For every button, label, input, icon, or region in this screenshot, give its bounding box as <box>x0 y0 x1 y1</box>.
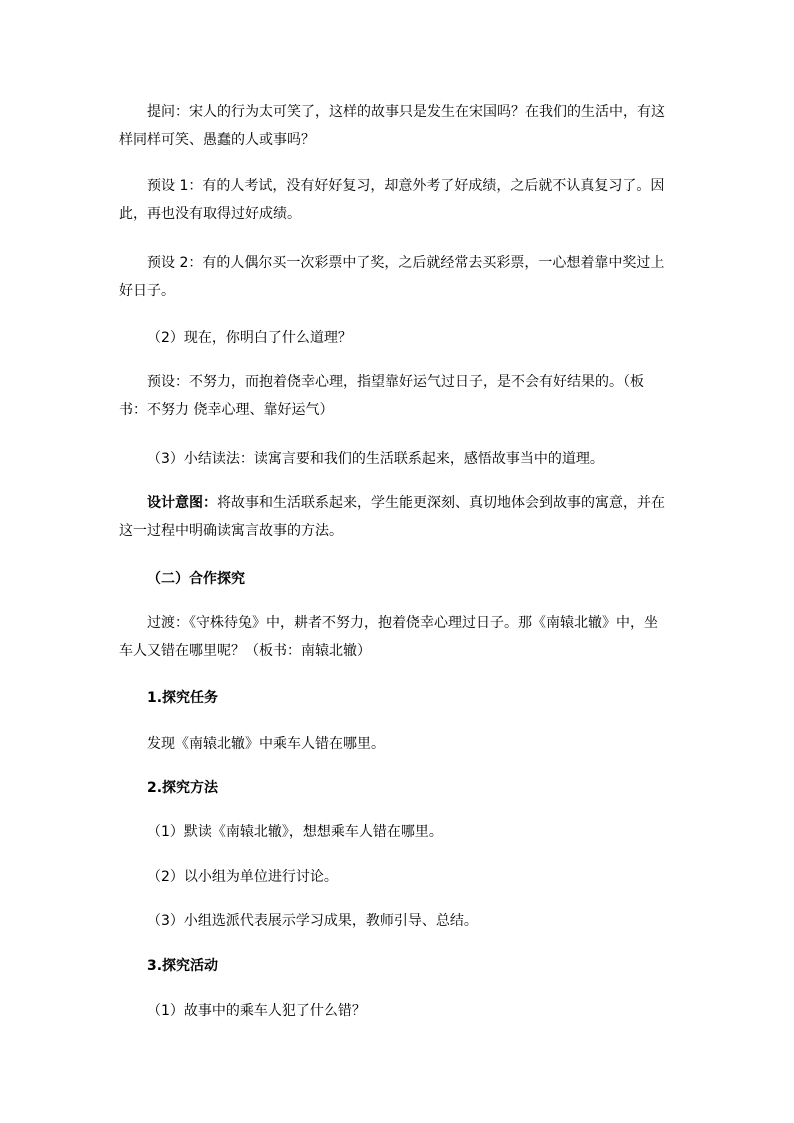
paragraph-line: （2）现在，你明白了什么道理？ <box>147 330 352 346</box>
paragraph-line: 预设 2：有的人偶尔买一次彩票中了奖，之后就经常去买彩票，一心想着靠中奖过上 <box>147 255 665 271</box>
paragraph-preset-1 <box>119 172 667 228</box>
paragraph-transition <box>119 609 667 665</box>
paragraph-line: 过渡：《守株待兔》中，耕者不努力，抱着侥幸心理过日子。那《南辕北辙》中，坐 <box>147 615 658 631</box>
paragraph-design-intent <box>119 489 667 545</box>
paragraph-line: （3）小组选派代表展示学习成果，教师引导、总结。 <box>147 913 478 929</box>
paragraph-preset-answer <box>119 368 667 424</box>
paragraph-line: 3.探究活动 <box>147 958 219 974</box>
paragraph-line: 车人又错在哪里呢？（板书：南辕北辙） <box>119 643 371 659</box>
paragraph-preset-2 <box>119 249 667 305</box>
paragraph-line: 书：不努力 侥幸心理、靠好运气） <box>119 402 334 418</box>
design-intent-label: 设计意图： <box>147 495 217 511</box>
design-intent-text: 将故事和生活联系起来，学生能更深刻、真切地体会到故事的寓意，并在 <box>217 495 665 511</box>
paragraph-line: 2.探究方法 <box>147 780 219 796</box>
paragraph-line: （二）合作探究 <box>147 571 245 587</box>
paragraph-line: 此，再也没有取得过好成绩。 <box>119 206 301 222</box>
paragraph-method-3 <box>147 907 667 935</box>
paragraph-line: （3）小结读法：读寓言要和我们的生活联系起来，感悟故事当中的道理。 <box>147 451 604 467</box>
paragraph-line: 预设 1：有的人考试，没有好好复习，却意外考了好成绩，之后就不认真复习了。因 <box>147 178 665 194</box>
paragraph-question <box>119 98 667 154</box>
paragraph-line: 这一过程中明确读寓言故事的方法。 <box>119 523 343 539</box>
paragraph-line: （2）以小组为单位进行讨论。 <box>147 869 338 885</box>
paragraph-line: 样同样可笑、愚蠢的人或事吗？ <box>119 132 315 148</box>
paragraph-task <box>147 730 667 758</box>
paragraph-line: 好日子。 <box>119 283 175 299</box>
paragraph-method-2 <box>147 863 667 891</box>
section-heading-cooperation <box>147 565 667 593</box>
paragraph-line: （1）故事中的乘车人犯了什么错？ <box>147 1003 366 1019</box>
subheading-activity <box>147 952 667 980</box>
subheading-method <box>147 774 667 802</box>
paragraph-line <box>147 489 667 517</box>
paragraph-line: （1）默读《南辕北辙》，想想乘车人错在哪里。 <box>147 824 443 840</box>
paragraph-line: 预设：不努力，而抱着侥幸心理，指望靠好运气过日子，是不会有好结果的。（板 <box>147 374 644 390</box>
paragraph-line: 1.探究任务 <box>147 690 219 706</box>
paragraph-question-2 <box>147 324 667 352</box>
paragraph-summary <box>147 445 667 473</box>
paragraph-activity-1 <box>147 997 667 1025</box>
paragraph-method-1 <box>147 818 667 846</box>
paragraph-line: 提问：宋人的行为太可笑了，这样的故事只是发生在宋国吗？在我们的生活中，有这 <box>147 104 665 120</box>
subheading-task <box>147 684 667 712</box>
paragraph-line: 发现《南辕北辙》中乘车人错在哪里。 <box>147 736 385 752</box>
